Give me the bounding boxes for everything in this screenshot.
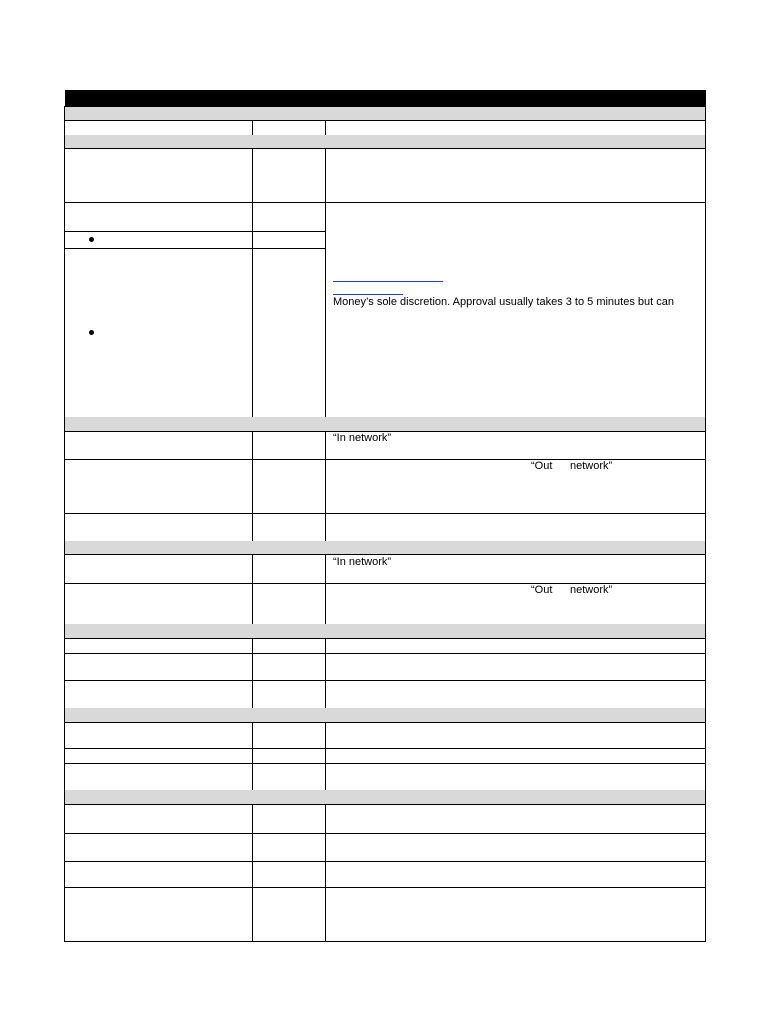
fee-description-text: Money’s sole discretion. Approval usually takes 3 to 5 minutes but can bbox=[333, 296, 674, 308]
row-divider bbox=[65, 763, 705, 764]
section-band bbox=[65, 708, 705, 723]
row-divider bbox=[65, 202, 705, 203]
column-divider bbox=[252, 432, 253, 541]
column-divider bbox=[252, 555, 253, 624]
section-band bbox=[65, 624, 705, 639]
out-network-label-end: network” bbox=[570, 460, 613, 472]
in-network-label: “In network” bbox=[333, 432, 392, 444]
column-divider bbox=[252, 121, 253, 135]
table-header-bar bbox=[65, 90, 706, 106]
link-underline[interactable] bbox=[333, 281, 443, 282]
out-network-label-start: “Out bbox=[531, 460, 553, 472]
row-divider bbox=[65, 887, 705, 888]
section-band bbox=[65, 135, 705, 149]
column-divider bbox=[252, 149, 253, 417]
row-divider bbox=[65, 513, 705, 514]
link-underline[interactable] bbox=[333, 294, 403, 295]
list-bullet bbox=[89, 330, 94, 335]
in-network-label: “In network” bbox=[333, 556, 392, 568]
section-band bbox=[65, 790, 705, 805]
row-divider bbox=[65, 861, 705, 862]
column-divider bbox=[325, 723, 326, 790]
row-divider bbox=[65, 748, 705, 749]
row-divider bbox=[65, 248, 325, 249]
column-divider bbox=[325, 432, 326, 541]
section-band bbox=[65, 107, 705, 121]
row-divider bbox=[65, 653, 705, 654]
row-divider bbox=[65, 231, 325, 232]
out-network-label-start: “Out bbox=[531, 584, 553, 596]
column-divider bbox=[325, 121, 326, 135]
column-divider bbox=[325, 555, 326, 624]
section-band bbox=[65, 417, 705, 432]
row-divider bbox=[65, 833, 705, 834]
column-divider bbox=[325, 149, 326, 417]
column-divider bbox=[325, 805, 326, 941]
out-network-label-end: network” bbox=[570, 584, 613, 596]
column-divider bbox=[252, 639, 253, 708]
section-band bbox=[65, 541, 705, 555]
column-divider bbox=[252, 805, 253, 941]
column-divider bbox=[325, 639, 326, 708]
column-divider bbox=[252, 723, 253, 790]
list-bullet bbox=[89, 237, 94, 242]
row-divider bbox=[65, 680, 705, 681]
fee-table bbox=[64, 106, 706, 942]
